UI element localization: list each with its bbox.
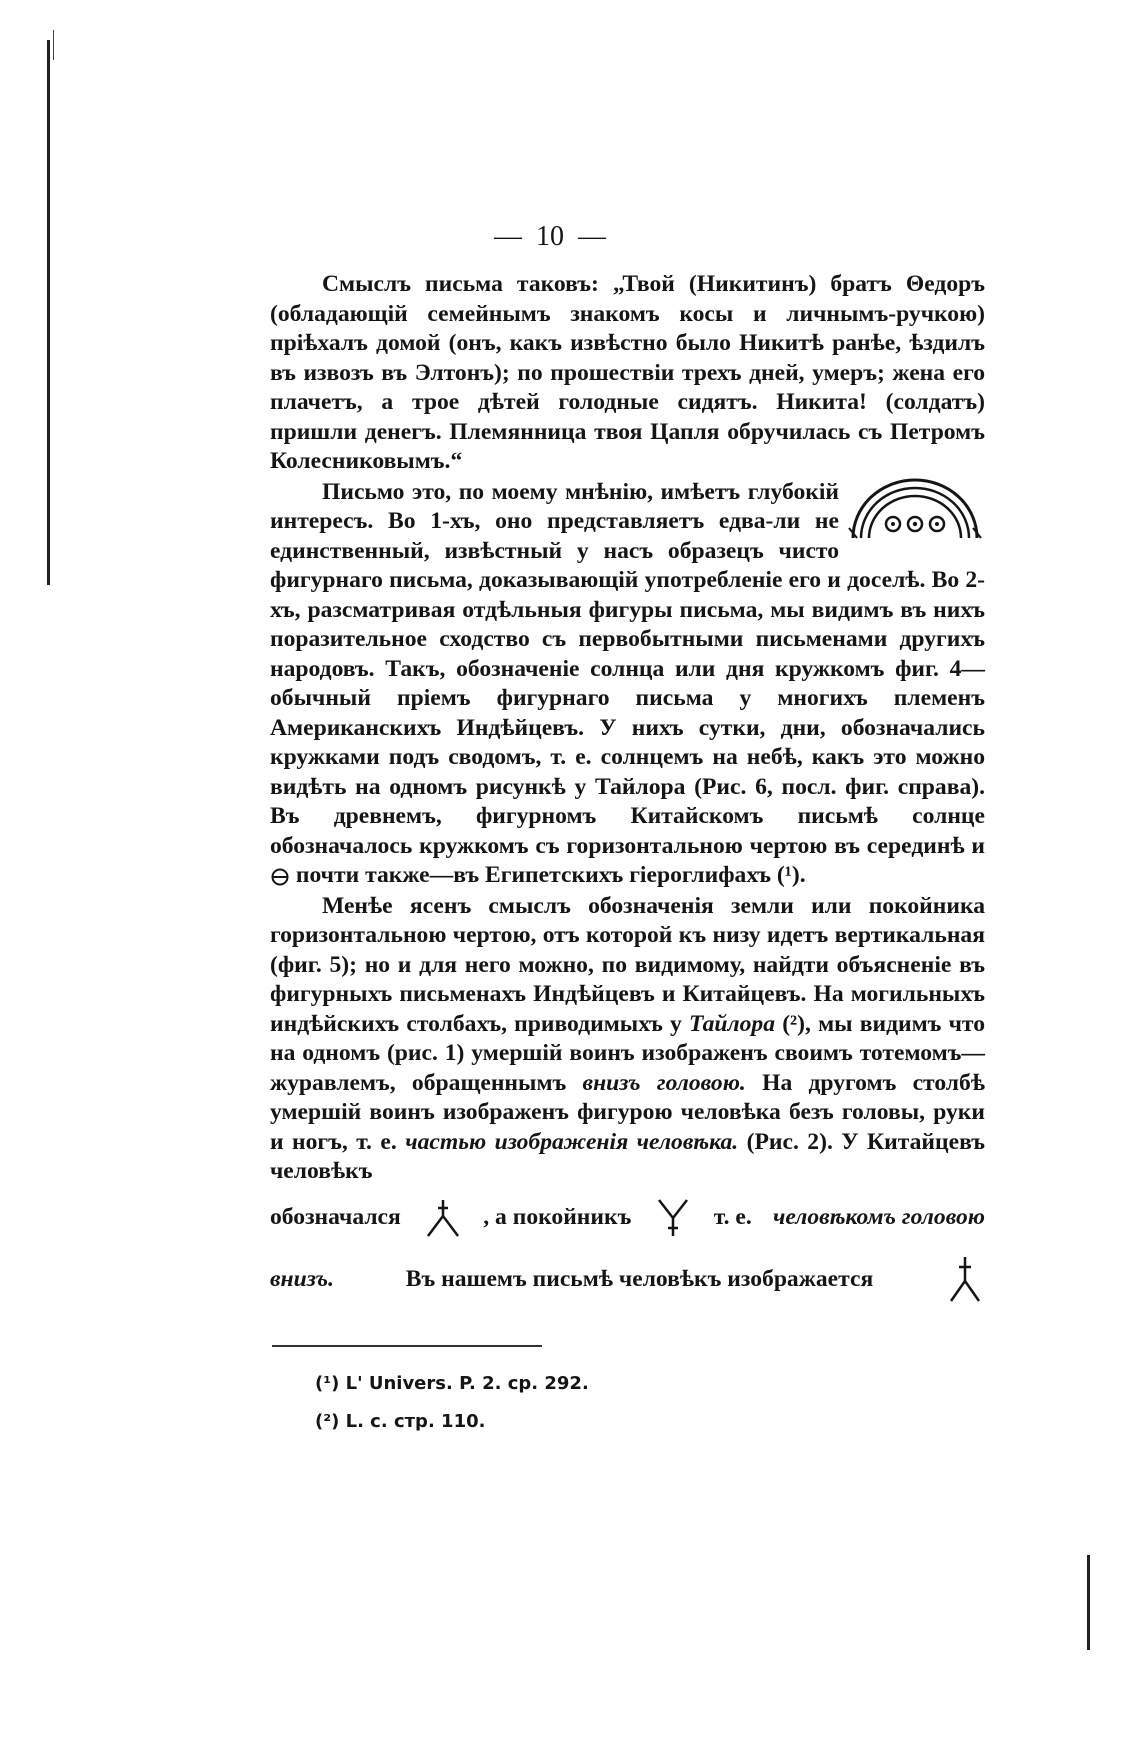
- footnote-divider: [272, 1345, 542, 1347]
- our-man-glyph: [945, 1255, 985, 1305]
- footnote-1: (¹) L' Univers. P. 2. ср. 292.: [315, 1373, 589, 1394]
- paragraph-interest-text-a: Письмо это, по моему мнѣнію, имѣетъ глубокій интересъ. Во 1-хъ, оно представляетъ едва-ли не единственный, извѣстный у насъ образецъ чисто фигурнаго письма, доказывающій употребленіе его и доселѣ. Во 2-хъ, разсматривая отдѣльныя фигуры письма, мы видимъ въ нихъ поразительное сходство съ первобытными письменами другихъ народовъ. Такъ, обозначеніе солнца или дня кружкомъ фиг. 4— обычный пріемъ фигурнаго письма у многихъ племенъ Американскихъ Индѣйцевъ. У нихъ сутки, дни, обозначались кружками подъ сводомъ, т. е. солнцемъ на небѣ,: [270, 478, 985, 770]
- page-edge-mark: [53, 30, 54, 60]
- page-number-dash-left: —: [494, 221, 522, 252]
- chinese-dead-glyph: [653, 1196, 693, 1240]
- footnote-2: (²) L. c. стр. 110.: [315, 1411, 486, 1432]
- paragraph-earth-text-c: На другомъ столбѣ умершій воинъ изображенъ фигурою человѣка безъ головы, руки и ногъ, т. е.: [270, 1069, 985, 1155]
- paragraph-earth-text-a: Менѣе ясенъ смыслъ обозначенія земли или покойника горизонтальною чертою, отъ которой къ низу идетъ вертикальная (фиг. 5); но и для него можно, по видимому, найдти объясненіе въ фигурныхъ письменахъ Индѣйцевъ и Китайцевъ. На могильныхъ индѣйскихъ столбахъ, приводимыхъ у: [270, 892, 985, 1037]
- paragraph-interest-text-b: какъ это можно видѣть на одномъ рисункѣ у Тайлора (Рис. 6, посл. фиг. справа). Въ древнемъ, фигурномъ Китайскомъ письмѣ солнце обозначалось кружкомъ съ горизонтальною чертою въ серединѣ и: [270, 744, 986, 859]
- glyph-line-ours: [270, 1249, 985, 1311]
- page-number-dash-right: —: [578, 221, 606, 252]
- paragraph-interest-text-c: почти также—въ Египетскихъ гіероглифахъ: [295, 862, 771, 888]
- sun-under-vault-glyph: [845, 472, 985, 542]
- paragraph-earth-text-d: (Рис. 2). У Китайцевъ человѣкъ: [270, 1128, 985, 1184]
- page-edge-left: [47, 40, 50, 585]
- glyph-line-text-b: , а покойникъ: [483, 1203, 632, 1230]
- body-text: [270, 270, 985, 1311]
- circle-bar-glyph: [270, 867, 290, 887]
- glyph-line-text-a: обозначался: [270, 1203, 401, 1230]
- paragraph-earth-text-b: (²), мы видимъ что на одномъ (рис. 1) умершій воинъ изображенъ своимъ тотемомъ—журавлемъ, обращеннымъ: [270, 1010, 985, 1096]
- glyph-line-text-c: т. е.: [713, 1203, 752, 1230]
- glyph-line-ours-text: Въ нашемъ письмѣ человѣкъ изображается: [405, 1265, 874, 1292]
- page-edge-right: [1087, 1555, 1090, 1650]
- part-of-image-italic: частью изображенія человѣка.: [405, 1128, 739, 1155]
- glyph-line-chinese: [270, 1187, 985, 1249]
- head-down-word: внизъ.: [270, 1265, 334, 1292]
- paragraph-letter-meaning: Смыслъ письма таковъ: „Твой (Никитинъ) братъ Θедоръ (обладающій семейнымъ знакомъ косы и личнымъ-ручкою) пріѣхалъ домой (онъ, какъ извѣстно было Никитѣ ранѣе, ѣздилъ въ извозъ въ Элтонъ); по прошествіи трехъ дней, умеръ; жена его плачетъ, а трое дѣтей голодные сидятъ. Никита! (солдатъ) пришли денегъ. Племянница твоя Цапля обручилась съ Петромъ Колесниковымъ.“: [270, 271, 985, 474]
- taylor-italic: Тайлора: [689, 1010, 776, 1037]
- page-number-value: 10: [536, 221, 564, 252]
- page-number: [0, 222, 1140, 252]
- chinese-man-glyph: [422, 1196, 462, 1240]
- footnotes: [315, 1365, 815, 1441]
- paragraph-interest: [270, 478, 985, 891]
- paragraph-earth-deceased: [270, 892, 985, 1187]
- head-down-italic: внизъ головою.: [582, 1069, 746, 1096]
- man-head-italic: человѣкомъ головою: [772, 1203, 985, 1230]
- footnote-ref-1: (¹).: [776, 862, 806, 888]
